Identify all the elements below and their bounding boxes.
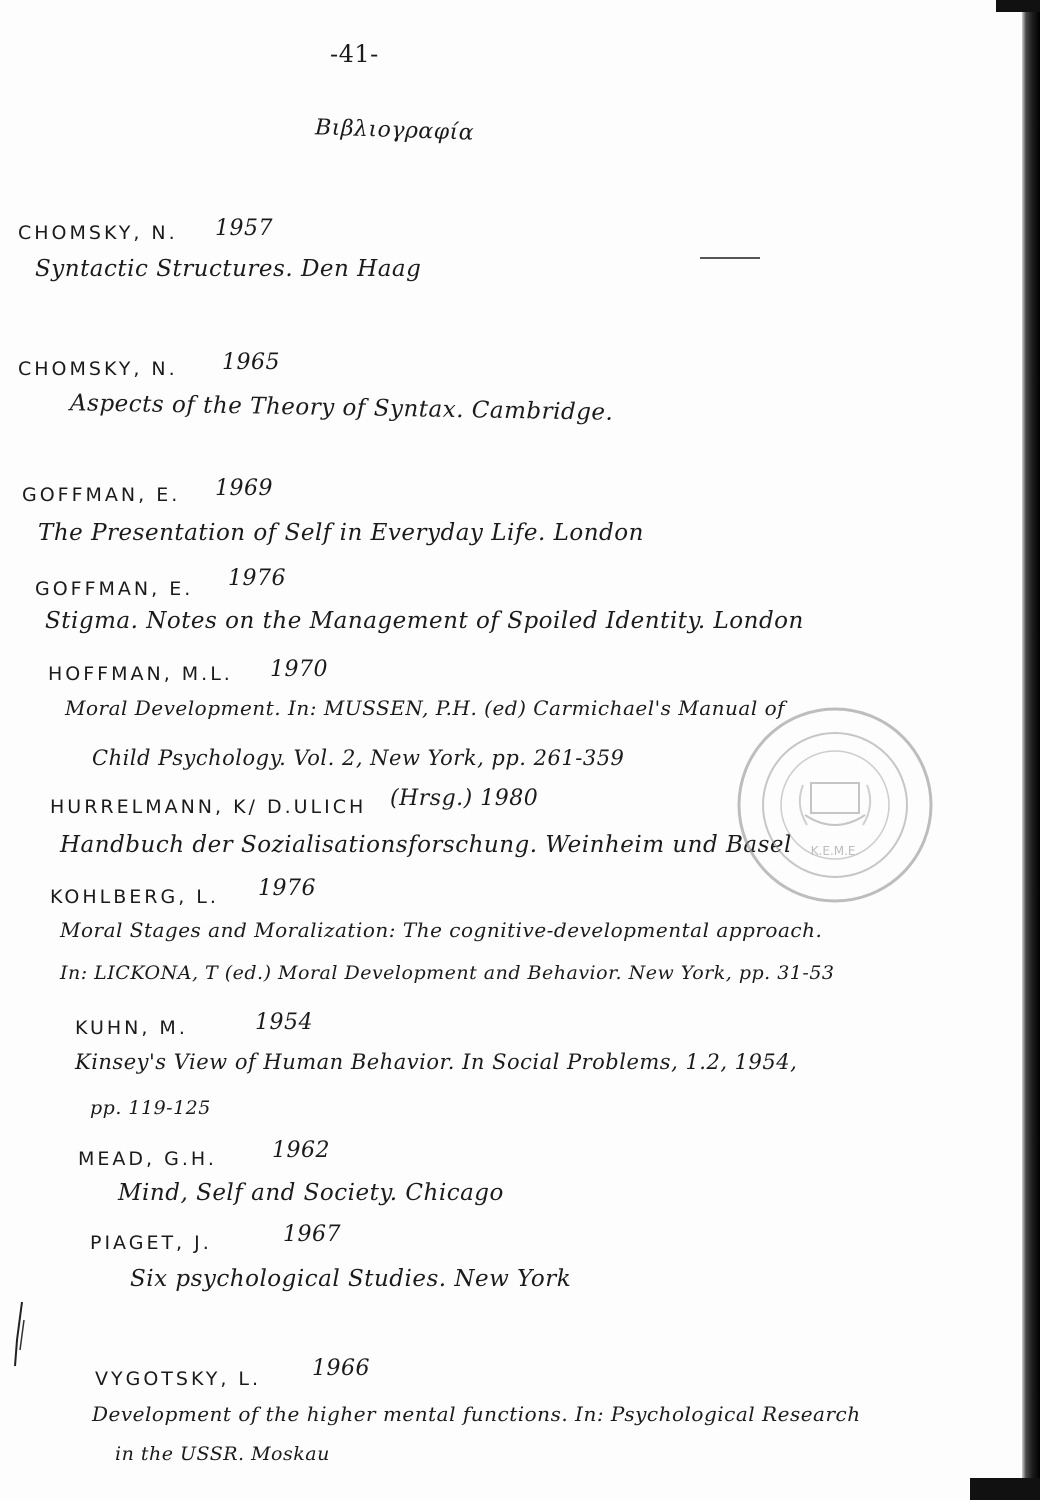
entry-work: Syntactic Structures. Den Haag [35, 256, 422, 282]
entry-author: KOHLBERG, L. [50, 886, 219, 908]
entry-year: 1967 [283, 1222, 341, 1247]
entry-author: GOFFMAN, E. [35, 578, 194, 600]
entry-work: Moral Stages and Moralization: The cognitive-developmental approach. [60, 918, 823, 942]
entry-work: pp. 119-125 [90, 1097, 211, 1119]
entry-work: Development of the higher mental functions. In: Psychological Research [92, 1402, 861, 1426]
binding-edge [1022, 0, 1040, 1500]
entry-work: Aspects of the Theory of Syntax. Cambridge. [69, 390, 614, 426]
entry-work: Stigma. Notes on the Management of Spoiled Identity. London [45, 608, 804, 634]
entry-work: The Presentation of Self in Everyday Life. London [38, 520, 644, 546]
entry-author: KUHN, M. [75, 1017, 188, 1039]
entry-year: (Hrsg.) 1980 [390, 786, 539, 811]
entry-year: 1976 [228, 566, 286, 591]
entry-year: 1966 [312, 1356, 370, 1381]
entry-work: In: LICKONA, T (ed.) Moral Development and Behavior. New York, pp. 31-53 [60, 962, 835, 984]
stray-dash [700, 257, 760, 259]
entry-work: Moral Development. In: MUSSEN, P.H. (ed) Carmichael's Manual of [65, 696, 786, 720]
entry-author: MEAD, G.H. [78, 1148, 217, 1170]
entry-year: 1969 [215, 476, 273, 501]
entry-year: 1962 [272, 1138, 330, 1163]
entry-year: 1976 [258, 876, 316, 901]
entry-work: Six psychological Studies. New York [130, 1266, 572, 1292]
entry-author: HOFFMAN, M.L. [48, 663, 233, 685]
entry-author: VYGOTSKY, L. [95, 1368, 262, 1390]
page-heading: Βιβλιογραφία [314, 115, 475, 146]
entry-work: in the USSR. Moskau [115, 1443, 330, 1465]
margin-mark [12, 1300, 26, 1368]
entry-year: 1957 [215, 216, 273, 241]
entry-work: Child Psychology. Vol. 2, New York, pp. 261-359 [92, 746, 625, 770]
entry-author: HURRELMANN, K/ D.ULICH [50, 796, 367, 818]
entry-work: Mind, Self and Society. Chicago [118, 1180, 504, 1206]
binding-edge-bottom [970, 1478, 1040, 1500]
entry-year: 1970 [270, 657, 328, 682]
entry-work: Handbuch der Sozialisationsforschung. Weinheim und Basel [60, 832, 792, 858]
entry-year: 1965 [222, 350, 280, 375]
page-number: -41- [330, 40, 379, 68]
entry-author: PIAGET, J. [90, 1232, 212, 1254]
entry-author: GOFFMAN, E. [22, 484, 181, 506]
entry-author: CHOMSKY, N. [18, 358, 178, 380]
entry-work: Kinsey's View of Human Behavior. In Social Problems, 1.2, 1954, [75, 1050, 798, 1074]
official-stamp [735, 705, 935, 905]
binding-edge-top [996, 0, 1040, 12]
entry-year: 1954 [255, 1010, 313, 1035]
entry-author: CHOMSKY, N. [18, 222, 178, 244]
svg-text:Κ.Ε.Μ.Ε.: Κ.Ε.Μ.Ε. [810, 844, 860, 858]
